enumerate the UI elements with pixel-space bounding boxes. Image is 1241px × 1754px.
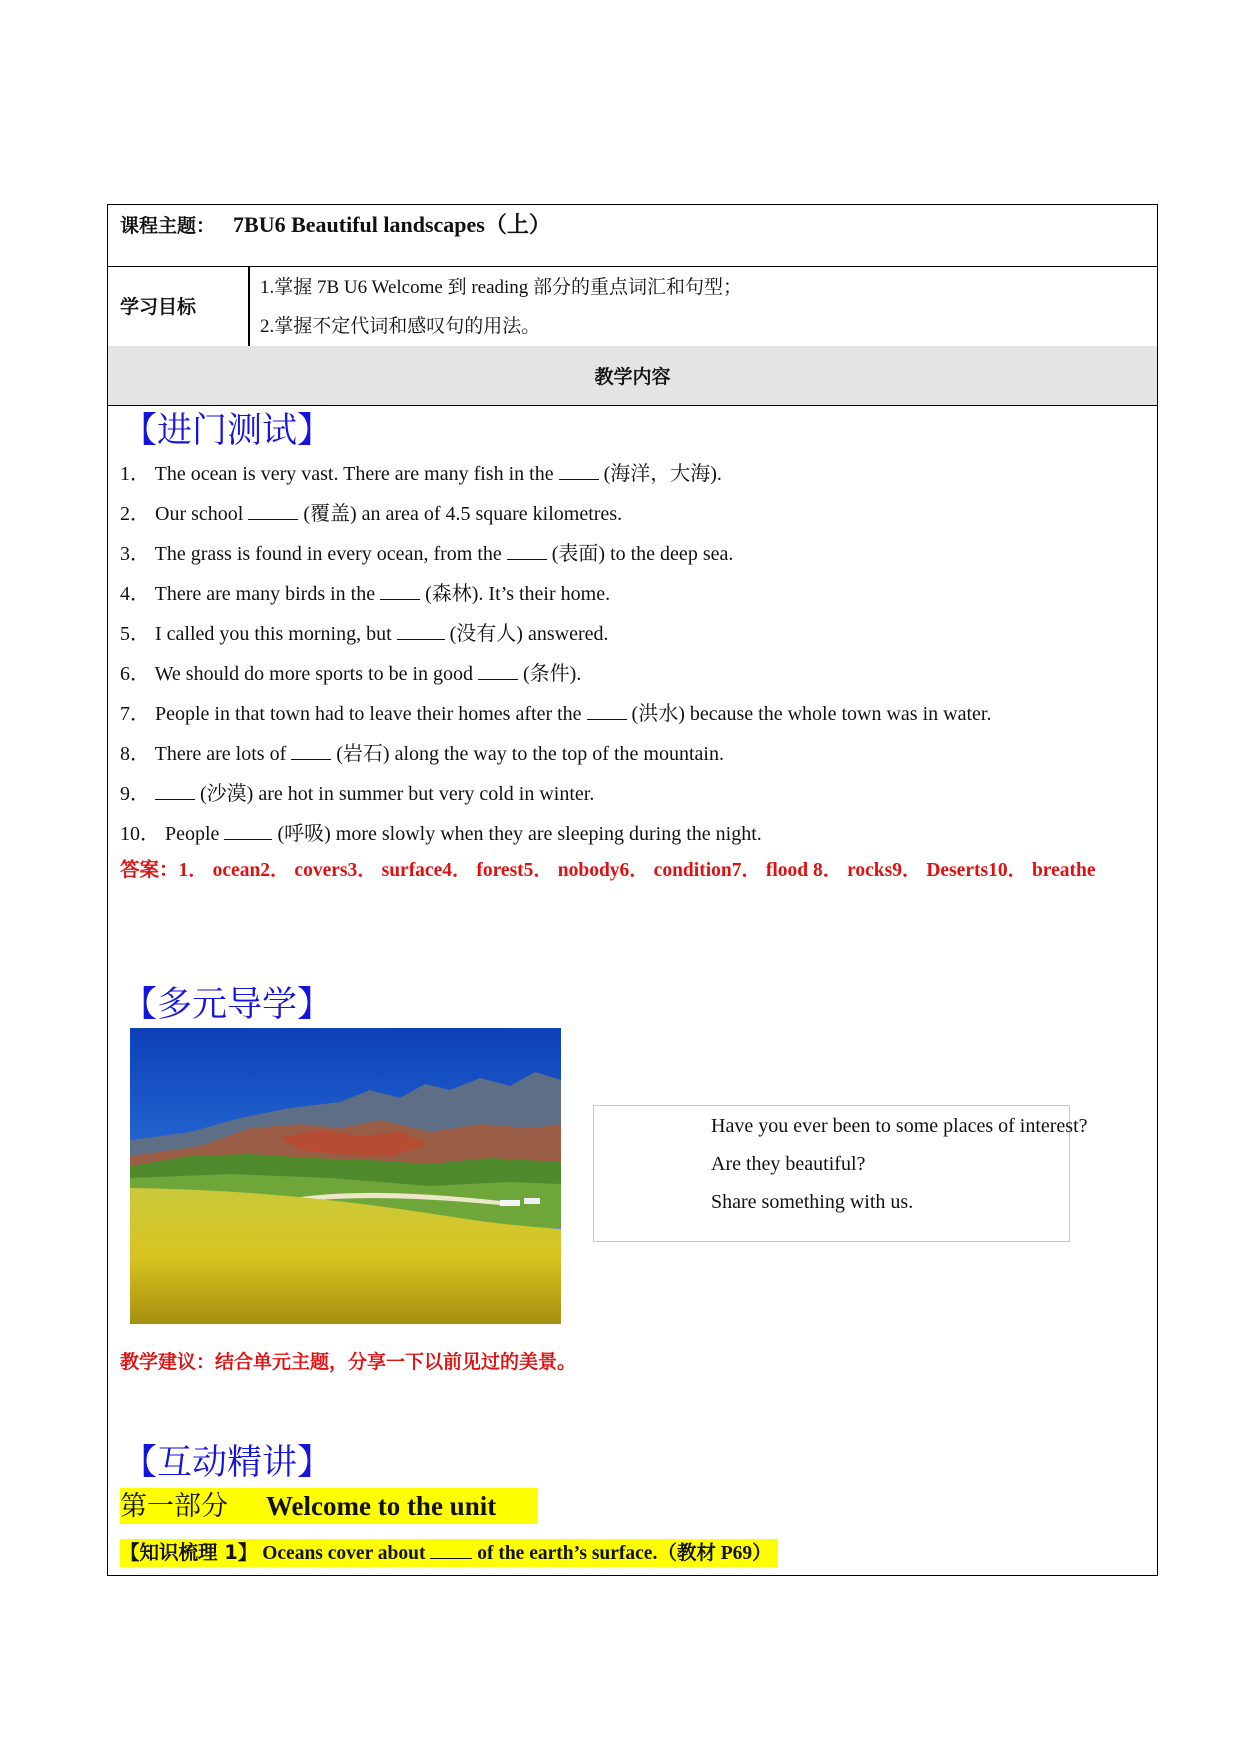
question-text: The grass is found in every ocean, from the xyxy=(154,543,502,565)
question-number: 10． xyxy=(120,823,160,845)
learning-goals-row xyxy=(108,266,1157,347)
course-topic xyxy=(120,208,551,239)
question-hint: (森林). It’s their home. xyxy=(425,583,611,605)
question-3 xyxy=(120,537,733,566)
question-2 xyxy=(120,497,622,526)
discussion-question-1: Have you ever been to some places of interest? xyxy=(711,1115,1088,1137)
discussion-box xyxy=(593,1105,1088,1242)
interactive-heading: 【互动精讲】 xyxy=(122,1443,333,1483)
question-number: 3． xyxy=(120,543,150,565)
answer-blank xyxy=(507,542,547,560)
teaching-content-label: 教学内容 xyxy=(594,366,671,388)
question-hint: (条件). xyxy=(523,663,582,685)
question-number: 2． xyxy=(120,503,150,525)
question-text: We should do more sports to be in good xyxy=(154,663,473,685)
question-5 xyxy=(120,617,608,646)
landscape-photo xyxy=(130,1028,561,1324)
course-topic-label: 课程主题： xyxy=(120,215,216,237)
question-10 xyxy=(120,817,762,846)
question-1 xyxy=(120,457,722,486)
multi-guide-heading: 【多元导学】 xyxy=(122,985,333,1025)
question-text: I called you this morning, but xyxy=(155,623,392,645)
learning-goals-label: 学习目标 xyxy=(120,296,197,318)
answer-blank xyxy=(291,742,331,760)
knowledge-label: 【知识梳理 1】 xyxy=(120,1541,258,1564)
question-7 xyxy=(120,697,991,726)
answer-blank xyxy=(155,782,195,800)
question-text: There are many birds in the xyxy=(154,583,376,605)
answer-blank xyxy=(559,462,599,480)
answer-blank xyxy=(397,622,445,640)
question-number: 1． xyxy=(120,463,150,485)
question-hint: (洪水) because the whole town was in water. xyxy=(631,703,992,725)
question-number: 6． xyxy=(120,663,150,685)
knowledge-point-1 xyxy=(120,1539,778,1567)
question-number: 9． xyxy=(120,783,150,805)
answer-values: 1． ocean2． covers3． surface4． forest5． nobody6． condition7． flood 8． rocks9． Deserts10． breathe xyxy=(178,860,1096,881)
teaching-content-header xyxy=(108,346,1157,406)
learning-goal-2: 2.掌握不定代词和感叹句的用法。 xyxy=(260,316,541,337)
course-topic-title: 7BU6 Beautiful landscapes（上） xyxy=(233,212,551,237)
answer-blank xyxy=(224,822,272,840)
question-hint: (表面) to the deep sea. xyxy=(551,543,734,565)
question-text: The ocean is very vast. There are many fish in the xyxy=(154,463,554,485)
question-text: Our school xyxy=(155,503,244,525)
learning-goal-1: 1.掌握 7B U6 Welcome 到 reading 部分的重点词汇和句型； xyxy=(260,277,743,298)
question-text: There are lots of xyxy=(154,743,287,765)
course-topic-row xyxy=(108,205,1157,267)
teaching-suggestion: 教学建议：结合单元主题，分享一下以前见过的美景。 xyxy=(120,1351,577,1373)
answer-blank xyxy=(587,702,627,720)
part-name: Welcome to the unit xyxy=(266,1491,497,1521)
lesson-table xyxy=(107,204,1158,1576)
knowledge-text: Oceans cover about xyxy=(262,1543,426,1564)
question-text: People xyxy=(165,823,220,845)
question-hint: (没有人) answered. xyxy=(449,623,609,645)
part-one-title xyxy=(120,1488,538,1524)
question-number: 5． xyxy=(120,623,150,645)
answer-blank xyxy=(430,1541,472,1559)
knowledge-text-end: of the earth’s surface.（教材 P69） xyxy=(477,1543,772,1564)
answer-blank xyxy=(380,582,420,600)
answer-blank xyxy=(478,662,518,680)
discussion-question-3: Share something with us. xyxy=(711,1191,914,1213)
question-8 xyxy=(120,737,724,766)
discussion-question-2: Are they beautiful? xyxy=(711,1153,866,1175)
question-9 xyxy=(120,777,594,806)
question-hint: (覆盖) an area of 4.5 square kilometres. xyxy=(303,503,623,525)
question-number: 4． xyxy=(120,583,150,605)
question-hint: (岩石) along the way to the top of the mountain. xyxy=(336,743,724,765)
answer-label: 答案： xyxy=(120,858,179,881)
question-hint: (海洋，大海). xyxy=(603,463,722,485)
entry-test-heading: 【进门测试】 xyxy=(122,411,333,451)
question-hint: (呼吸) more slowly when they are sleeping during the night. xyxy=(277,823,762,845)
question-number: 7． xyxy=(120,703,150,725)
question-number: 8． xyxy=(120,743,150,765)
part-label: 第一部分 xyxy=(120,1491,228,1522)
question-text: People in that town had to leave their homes after the xyxy=(155,703,582,725)
answer-key xyxy=(120,851,1145,890)
question-4 xyxy=(120,577,610,606)
answer-blank xyxy=(248,502,298,520)
question-6 xyxy=(120,657,581,686)
question-hint: (沙漠) are hot in summer but very cold in winter. xyxy=(200,783,595,805)
column-divider xyxy=(248,266,250,346)
